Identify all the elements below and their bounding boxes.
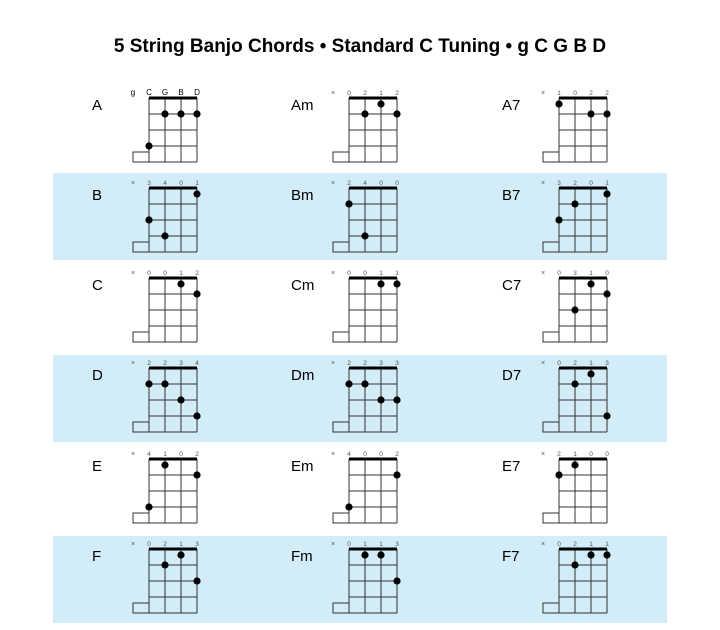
- mute-mark: ×: [130, 180, 136, 187]
- finger-dot: [555, 471, 562, 478]
- fifth-string-stub: [543, 422, 559, 432]
- chord-diagram-f7: [539, 539, 619, 623]
- fret-number: 2: [363, 360, 367, 367]
- chord-name: Fm: [291, 548, 313, 565]
- finger-dot: [145, 142, 152, 149]
- mute-mark: ×: [330, 180, 336, 187]
- fret-number: 0: [605, 451, 609, 458]
- fret-number: 1: [589, 270, 593, 277]
- fifth-string-stub: [333, 513, 349, 523]
- fret-number: 3: [147, 180, 151, 187]
- finger-dot: [145, 503, 152, 510]
- string-name: G: [161, 88, 169, 97]
- mute-mark: ×: [540, 451, 546, 458]
- fret-number: 0: [589, 451, 593, 458]
- fifth-string-stub: [133, 513, 149, 523]
- finger-dot: [345, 380, 352, 387]
- finger-dot: [193, 577, 200, 584]
- finger-dot: [145, 216, 152, 223]
- fret-number: 1: [195, 180, 199, 187]
- fret-number: 1: [379, 90, 383, 97]
- fret-number: 0: [605, 270, 609, 277]
- finger-dot: [555, 216, 562, 223]
- fret-number: 4: [147, 451, 151, 458]
- fret-number: 3: [605, 360, 609, 367]
- finger-dot: [603, 290, 610, 297]
- mute-mark: ×: [330, 90, 336, 97]
- fret-number: 0: [589, 180, 593, 187]
- chord-name: F7: [502, 548, 520, 565]
- finger-dot: [161, 461, 168, 468]
- finger-dot: [177, 280, 184, 287]
- fifth-string-stub: [333, 152, 349, 162]
- finger-dot: [393, 577, 400, 584]
- finger-dot: [571, 461, 578, 468]
- fret-number: 1: [379, 541, 383, 548]
- finger-dot: [193, 190, 200, 197]
- fifth-string-stub: [543, 332, 559, 342]
- chord-diagram-cm: [329, 268, 409, 352]
- mute-mark: ×: [130, 451, 136, 458]
- chord-diagram-a7: [539, 88, 619, 172]
- fret-number: 3: [395, 541, 399, 548]
- finger-dot: [555, 100, 562, 107]
- fret-number: 0: [573, 90, 577, 97]
- string-name: D: [194, 88, 200, 97]
- finger-dot: [361, 380, 368, 387]
- finger-dot: [377, 396, 384, 403]
- fret-number: 0: [163, 270, 167, 277]
- finger-dot: [377, 551, 384, 558]
- finger-dot: [177, 110, 184, 117]
- chord-diagram-c: [129, 268, 209, 352]
- chord-diagram-f: [129, 539, 209, 623]
- mute-mark: ×: [330, 451, 336, 458]
- finger-dot: [377, 100, 384, 107]
- fifth-string-stub: [133, 242, 149, 252]
- fret-number: 0: [147, 270, 151, 277]
- finger-dot: [571, 306, 578, 313]
- fret-number: 1: [179, 270, 183, 277]
- finger-dot: [345, 503, 352, 510]
- fifth-string-stub: [333, 422, 349, 432]
- mute-mark: ×: [330, 541, 336, 548]
- finger-dot: [393, 110, 400, 117]
- mute-mark: ×: [130, 270, 136, 277]
- fret-number: 2: [573, 180, 577, 187]
- fret-number: 2: [163, 541, 167, 548]
- mute-mark: ×: [540, 270, 546, 277]
- fret-number: 0: [557, 360, 561, 367]
- mute-mark: ×: [330, 360, 336, 367]
- fret-number: 2: [589, 90, 593, 97]
- chord-diagram-dm: [329, 358, 409, 442]
- finger-dot: [361, 110, 368, 117]
- fret-number: 1: [589, 360, 593, 367]
- fret-number: 1: [605, 541, 609, 548]
- fifth-string-stub: [543, 242, 559, 252]
- chord-name: Dm: [291, 367, 315, 384]
- chord-name: Am: [291, 97, 314, 114]
- fret-number: 0: [179, 451, 183, 458]
- fret-number: 0: [363, 451, 367, 458]
- finger-dot: [587, 280, 594, 287]
- finger-dot: [161, 110, 168, 117]
- finger-dot: [603, 110, 610, 117]
- fifth-string-stub: [543, 513, 559, 523]
- finger-dot: [145, 380, 152, 387]
- finger-dot: [193, 290, 200, 297]
- chord-name: Em: [291, 458, 314, 475]
- fret-number: 2: [573, 541, 577, 548]
- finger-dot: [393, 396, 400, 403]
- fret-number: 1: [179, 541, 183, 548]
- chord-name: B7: [502, 187, 521, 204]
- fret-number: 1: [363, 541, 367, 548]
- fret-number: 2: [573, 360, 577, 367]
- fret-number: 0: [379, 451, 383, 458]
- chord-name: B: [92, 187, 103, 204]
- chord-name: D: [92, 367, 103, 384]
- finger-dot: [377, 280, 384, 287]
- finger-dot: [161, 380, 168, 387]
- finger-dot: [603, 412, 610, 419]
- fret-number: 3: [179, 360, 183, 367]
- fret-number: 4: [363, 180, 367, 187]
- fret-number: 0: [347, 90, 351, 97]
- chord-diagram-d7: [539, 358, 619, 442]
- fret-number: 0: [395, 180, 399, 187]
- chord-diagram-e7: [539, 449, 619, 533]
- finger-dot: [587, 370, 594, 377]
- fret-number: 2: [395, 90, 399, 97]
- chord-name: C: [92, 277, 103, 294]
- fret-number: 2: [195, 270, 199, 277]
- chord-name: Bm: [291, 187, 314, 204]
- chord-diagram-c7: [539, 268, 619, 352]
- chord-diagram-b7: [539, 178, 619, 262]
- chord-name: E: [92, 458, 103, 475]
- fifth-string-stub: [333, 242, 349, 252]
- fret-number: 2: [347, 360, 351, 367]
- fret-number: 2: [163, 360, 167, 367]
- finger-dot: [161, 561, 168, 568]
- finger-dot: [193, 412, 200, 419]
- fret-number: 1: [557, 90, 561, 97]
- fret-number: 0: [363, 270, 367, 277]
- fret-number: 0: [557, 270, 561, 277]
- finger-dot: [161, 232, 168, 239]
- chord-name: F: [92, 548, 102, 565]
- chord-name: A7: [502, 97, 521, 114]
- finger-dot: [571, 561, 578, 568]
- fret-number: 4: [163, 180, 167, 187]
- chord-name: E7: [502, 458, 521, 475]
- string-name: C: [146, 88, 152, 97]
- fifth-string-stub: [133, 152, 149, 162]
- finger-dot: [393, 471, 400, 478]
- fret-number: 3: [195, 541, 199, 548]
- fret-number: 2: [363, 90, 367, 97]
- mute-mark: ×: [330, 270, 336, 277]
- fret-number: 0: [557, 541, 561, 548]
- chord-diagram-a: [129, 88, 209, 172]
- fret-number: 1: [589, 541, 593, 548]
- mute-mark: ×: [130, 360, 136, 367]
- finger-dot: [177, 551, 184, 558]
- fifth-string-stub: [133, 332, 149, 342]
- finger-dot: [603, 551, 610, 558]
- finger-dot: [193, 110, 200, 117]
- mute-mark: ×: [130, 541, 136, 548]
- finger-dot: [587, 551, 594, 558]
- finger-dot: [571, 200, 578, 207]
- chord-diagram-em: [329, 449, 409, 533]
- fret-number: 3: [395, 360, 399, 367]
- finger-dot: [361, 551, 368, 558]
- finger-dot: [587, 110, 594, 117]
- chord-diagram-fm: [329, 539, 409, 623]
- fret-number: 0: [147, 541, 151, 548]
- fret-number: 2: [195, 451, 199, 458]
- fret-number: 1: [163, 451, 167, 458]
- fret-number: 0: [379, 180, 383, 187]
- chord-diagram-d: [129, 358, 209, 442]
- chord-diagram-b: [129, 178, 209, 262]
- finger-dot: [177, 396, 184, 403]
- fret-number: 4: [195, 360, 199, 367]
- finger-dot: [571, 380, 578, 387]
- finger-dot: [345, 200, 352, 207]
- fret-number: 1: [605, 180, 609, 187]
- fifth-string-stub: [133, 422, 149, 432]
- fret-number: 0: [179, 180, 183, 187]
- fifth-string-stub: [543, 603, 559, 613]
- finger-dot: [193, 471, 200, 478]
- fret-number: 2: [395, 451, 399, 458]
- fret-number: 1: [379, 270, 383, 277]
- mute-mark: ×: [540, 360, 546, 367]
- fret-number: 2: [605, 90, 609, 97]
- chord-diagram-am: [329, 88, 409, 172]
- fifth-string-stub: [543, 152, 559, 162]
- finger-dot: [393, 280, 400, 287]
- fret-number: 0: [347, 270, 351, 277]
- mute-mark: ×: [540, 90, 546, 97]
- chord-name: Cm: [291, 277, 315, 294]
- fret-number: 1: [573, 451, 577, 458]
- chord-name: C7: [502, 277, 522, 294]
- chord-name: A: [92, 97, 103, 114]
- fret-number: 3: [379, 360, 383, 367]
- fret-number: 2: [557, 451, 561, 458]
- chord-name: D7: [502, 367, 522, 384]
- string-name: g: [130, 88, 136, 97]
- fret-number: 3: [557, 180, 561, 187]
- fifth-string-stub: [333, 603, 349, 613]
- fifth-string-stub: [133, 603, 149, 613]
- chord-diagram-e: [129, 449, 209, 533]
- fret-number: 4: [347, 451, 351, 458]
- mute-mark: ×: [540, 541, 546, 548]
- string-name: B: [178, 88, 184, 97]
- page-title: 5 String Banjo Chords • Standard C Tuning • g C G B D: [113, 36, 607, 57]
- mute-mark: ×: [540, 180, 546, 187]
- fret-number: 2: [347, 180, 351, 187]
- fret-number: 0: [347, 541, 351, 548]
- finger-dot: [603, 190, 610, 197]
- fret-number: 3: [573, 270, 577, 277]
- chord-diagram-bm: [329, 178, 409, 262]
- finger-dot: [361, 232, 368, 239]
- fifth-string-stub: [333, 332, 349, 342]
- fret-number: 1: [395, 270, 399, 277]
- fret-number: 2: [147, 360, 151, 367]
